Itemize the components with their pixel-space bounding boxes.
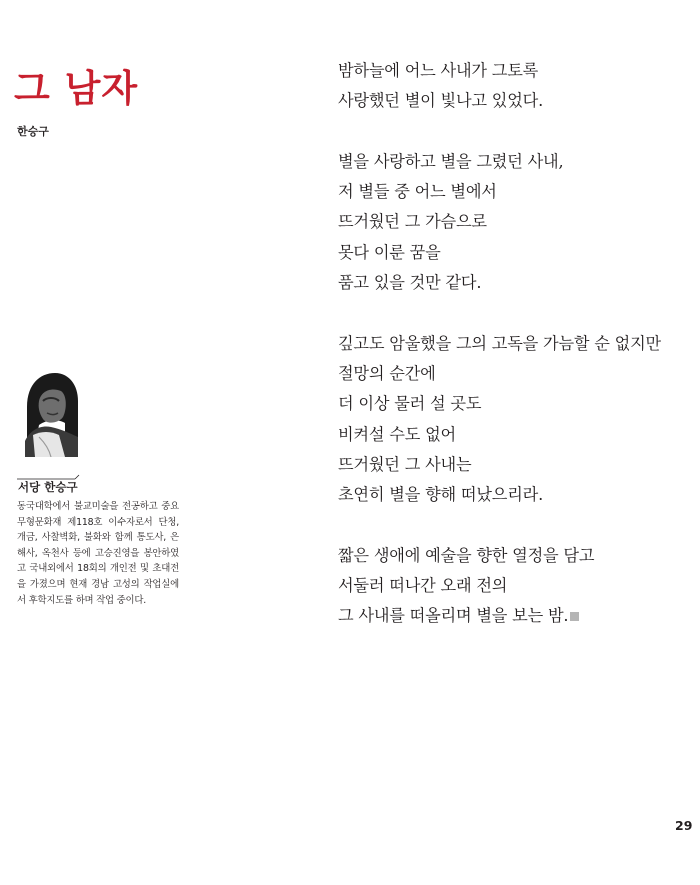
stanza-3 — [338, 329, 688, 511]
page-number: 29 — [675, 818, 693, 833]
poem-line: 품고 있을 것만 같다. — [338, 273, 482, 293]
poem — [338, 56, 688, 662]
poem-line: 깊고도 암울했을 그의 고독을 가늠할 순 없지만 — [338, 333, 661, 353]
bio-header — [17, 474, 177, 494]
poem-line: 절망의 순간에 — [338, 363, 436, 383]
poem-line: 짧은 생애에 예술을 향한 열정을 담고 — [338, 545, 595, 565]
page-title: 그 남자 — [14, 66, 139, 110]
stanza-2 — [338, 147, 688, 298]
poem-line-last — [338, 601, 688, 631]
bio-text: 동국대학에서 불교미술을 전공하고 중요무형문화재 제118호 이수자로서 단청, 개금, 사찰벽화, 불화와 함께 통도사, 은해사, 옥천사 등에 고승진영을 봉안하였고 국내외에서 18회의 개인전 및 초대전을 가졌으며 현재 경남 고성의 작업실에서 후학지도를 하며 작업 중이다. — [17, 501, 179, 606]
end-mark-icon — [570, 612, 579, 621]
poem-line-text: 그 사내를 떠올리며 별을 보는 밤. — [338, 606, 569, 626]
poem-line: 더 이상 물러 설 곳도 — [338, 394, 482, 414]
poem-line: 사랑했던 별이 빛나고 있었다. — [338, 91, 544, 111]
poem-line: 초연히 별을 향해 떠났으리라. — [338, 485, 544, 505]
author-name: 한승구 — [17, 125, 49, 138]
poem-line: 밤하늘에 어느 사내가 그토록 — [338, 61, 539, 80]
poem-line: 별을 사랑하고 별을 그렸던 사내, — [338, 151, 564, 171]
poem-line: 뜨거웠던 그 가슴으로 — [338, 212, 487, 232]
poem-line: 저 별들 중 어느 별에서 — [338, 182, 497, 202]
poem-line: 서둘러 떠나간 오래 전의 — [338, 576, 508, 596]
stanza-1 — [338, 56, 688, 117]
poem-line: 못다 이룬 꿈을 — [338, 242, 441, 262]
stanza-4 — [338, 541, 688, 632]
poem-line: 뜨거웠던 그 사내는 — [338, 454, 472, 474]
author-photo — [25, 371, 78, 457]
bio-name: 서당 한승구 — [18, 480, 78, 494]
poem-line: 비켜설 수도 없어 — [338, 424, 456, 444]
